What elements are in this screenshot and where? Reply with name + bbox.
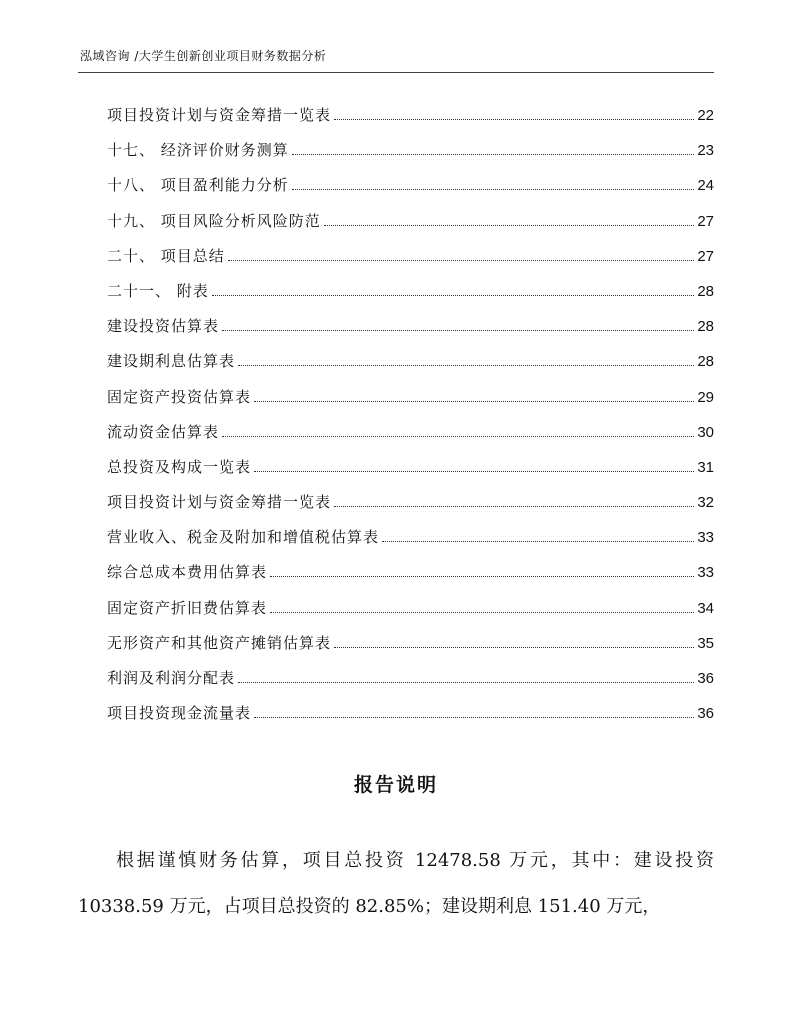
- toc-entry-page: 32: [697, 494, 714, 512]
- toc-leader-dots: [334, 119, 694, 120]
- toc-entry-title: 利润及利润分配表: [107, 669, 236, 687]
- toc-entry-title: 十九、 项目风险分析风险防范: [107, 211, 321, 230]
- toc-entry-page: 30: [697, 423, 714, 441]
- toc-entry-title: 十八、 项目盈利能力分析: [107, 176, 289, 195]
- toc-entry[interactable]: [107, 667, 714, 702]
- toc-entry-title: 项目投资现金流量表: [107, 704, 252, 723]
- toc-leader-dots: [334, 647, 694, 648]
- toc-entry[interactable]: [107, 491, 714, 526]
- toc-entry[interactable]: [107, 245, 714, 280]
- toc-entry-page: 31: [697, 458, 714, 476]
- toc-entry-page: 27: [697, 247, 714, 265]
- toc-entry-title: 综合总成本费用估算表: [107, 563, 268, 582]
- toc-entry-page: 33: [697, 564, 714, 582]
- toc-leader-dots: [228, 260, 695, 261]
- toc-leader-dots: [238, 365, 694, 366]
- toc-entry[interactable]: [107, 386, 714, 421]
- toc-leader-dots: [292, 189, 695, 190]
- toc-entry-title: 项目投资计划与资金筹措一览表: [107, 106, 332, 124]
- toc-entry-page: 34: [697, 599, 714, 617]
- toc-entry[interactable]: [107, 526, 714, 561]
- toc-entry[interactable]: [107, 456, 714, 491]
- table-of-contents: [107, 104, 714, 737]
- toc-leader-dots: [292, 154, 695, 155]
- toc-entry-title: 建设期利息估算表: [107, 352, 236, 371]
- toc-entry-page: 27: [697, 212, 714, 230]
- toc-entry-title: 二十一、 附表: [107, 281, 209, 300]
- section-title: 报告说明: [353, 774, 438, 796]
- toc-entry-title: 二十、 项目总结: [107, 246, 225, 265]
- toc-entry-page: 22: [697, 107, 714, 124]
- toc-leader-dots: [270, 612, 694, 613]
- toc-entry[interactable]: [107, 350, 714, 385]
- header-divider: [78, 72, 714, 73]
- toc-entry[interactable]: [107, 280, 714, 315]
- toc-entry-page: 28: [697, 282, 714, 300]
- toc-entry[interactable]: [107, 561, 714, 596]
- toc-entry-page: 35: [697, 634, 714, 652]
- toc-entry-title: 建设投资估算表: [107, 317, 220, 336]
- toc-entry-page: 23: [697, 142, 714, 160]
- page-header: 泓域咨询 /大学生创新创业项目财务数据分析: [80, 49, 327, 63]
- toc-entry[interactable]: [107, 597, 714, 632]
- toc-entry[interactable]: [107, 421, 714, 456]
- toc-entry-title: 流动资金估算表: [107, 422, 220, 441]
- toc-entry-title: 总投资及构成一览表: [107, 457, 252, 476]
- toc-entry-title: 无形资产和其他资产摊销估算表: [107, 633, 332, 652]
- toc-entry-page: 33: [697, 529, 714, 547]
- toc-entry-page: 24: [697, 177, 714, 195]
- toc-leader-dots: [382, 541, 694, 542]
- toc-entry-page: 28: [697, 318, 714, 336]
- toc-entry[interactable]: [107, 139, 714, 174]
- toc-entry-page: 36: [697, 670, 714, 687]
- toc-entry-page: 28: [697, 353, 714, 371]
- body-paragraph: 根据谨慎财务估算，项目总投资 12478.58 万元，其中：建设投资 10338.59 万元，占项目总投资的 82.85%；建设期利息 151.40 万元，: [78, 850, 714, 917]
- toc-leader-dots: [212, 295, 695, 296]
- toc-leader-dots: [254, 717, 694, 718]
- toc-entry-page: 29: [697, 388, 714, 406]
- toc-leader-dots: [324, 225, 695, 226]
- toc-entry[interactable]: [107, 702, 714, 737]
- toc-entry-title: 营业收入、税金及附加和增值税估算表: [107, 528, 380, 547]
- toc-leader-dots: [254, 471, 694, 472]
- toc-entry-title: 固定资产折旧费估算表: [107, 598, 268, 617]
- toc-entry[interactable]: [107, 174, 714, 209]
- toc-entry-page: 36: [697, 705, 714, 723]
- toc-leader-dots: [334, 506, 694, 507]
- toc-entry-title: 十七、 经济评价财务测算: [107, 141, 289, 160]
- toc-leader-dots: [254, 401, 694, 402]
- toc-leader-dots: [222, 330, 694, 331]
- toc-leader-dots: [238, 682, 694, 683]
- toc-entry[interactable]: [107, 104, 714, 139]
- toc-leader-dots: [222, 436, 694, 437]
- toc-entry-title: 项目投资计划与资金筹措一览表: [107, 493, 332, 512]
- toc-entry-title: 固定资产投资估算表: [107, 387, 252, 406]
- toc-entry[interactable]: [107, 632, 714, 667]
- toc-entry[interactable]: [107, 210, 714, 245]
- toc-leader-dots: [270, 576, 694, 577]
- toc-entry[interactable]: [107, 315, 714, 350]
